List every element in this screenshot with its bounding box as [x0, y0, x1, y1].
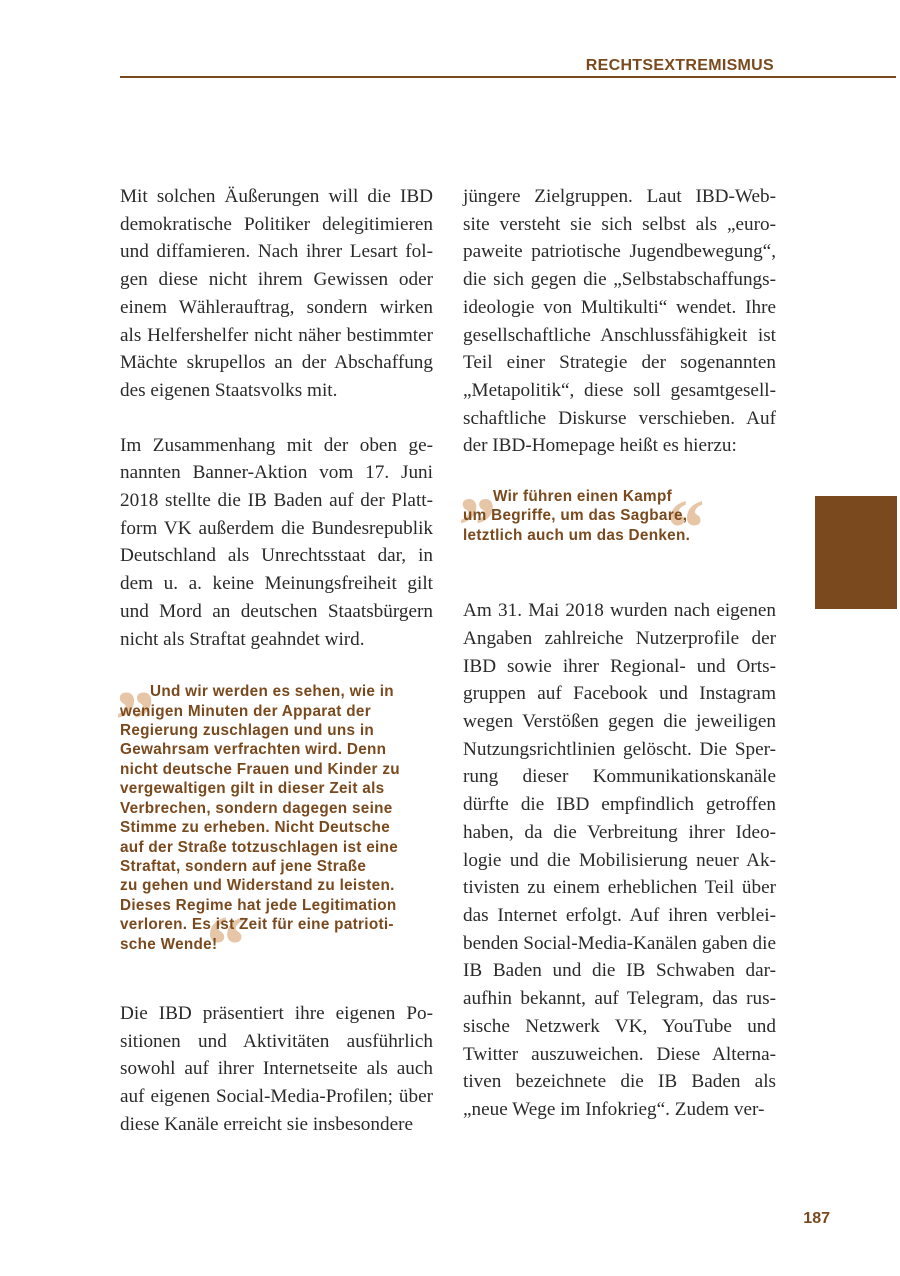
- right-paragraph-2: [463, 597, 776, 1123]
- text-line: sowohl auf ihrer Internetseite als auch: [120, 1058, 433, 1080]
- open-quote-mark: „: [461, 441, 502, 530]
- text-line: des eigenen Staatsvolks mit.: [120, 379, 338, 401]
- text-line: und diffamieren. Nach ihrer Lesart fol-: [120, 241, 433, 263]
- text-line: Stimme zu erheben. Nicht Deutsche: [120, 819, 391, 837]
- text-line: „neue Wege im Infokrieg“. Zudem ver-: [463, 1098, 765, 1120]
- text-line: Dieses Regime hat jede Legitimation: [120, 896, 397, 914]
- text-line: das Internet erfolgt. Auf ihren verblei-: [463, 904, 776, 926]
- text-line: vergewaltigen gilt in dieser Zeit als: [120, 780, 385, 798]
- close-quote-mark: “: [202, 899, 245, 993]
- text-line: Straftat, sondern auf jene Straße: [120, 857, 367, 875]
- text-line: „Metapolitik“, diese soll gesamtgesell-: [463, 379, 776, 401]
- text-line: Mit solchen Äußerungen will die IBD: [120, 186, 433, 207]
- text-line: Angaben zahlreiche Nutzerprofile der: [463, 627, 776, 649]
- text-line: demokratische Politiker delegitimieren: [120, 213, 433, 235]
- right-column: [463, 183, 776, 1124]
- text-line: Deutschland als Unrechtsstaat dar, in: [120, 545, 433, 567]
- close-quote-mark: “: [663, 485, 704, 574]
- header-rule: [120, 76, 896, 78]
- text-line: benden Social-Media-Kanälen gaben die: [463, 932, 776, 954]
- text-line: Regierung zuschlagen und uns in: [120, 722, 375, 740]
- left-paragraph-2: [120, 432, 433, 654]
- text-line: Twitter auszuweichen. Diese Alterna-: [463, 1043, 776, 1065]
- text-line: der IBD-Homepage heißt es hierzu:: [463, 435, 737, 457]
- text-line: gruppen auf Facebook und Instagram: [463, 683, 776, 705]
- text-line: sische Netzwerk VK, YouTube und: [463, 1015, 776, 1037]
- text-line: aufhin bekannt, auf Telegram, das rus-: [463, 988, 776, 1010]
- text-line: Nutzungsrichtlinien gelöscht. Die Sper-: [463, 738, 776, 760]
- text-line: Am 31. Mai 2018 wurden nach eigenen: [463, 600, 776, 622]
- text-line: site versteht sie sich selbst als „euro-: [463, 213, 776, 235]
- text-line: logie und die Mobilisierung neuer Ak-: [463, 849, 776, 871]
- text-line: rung dieser Kommunikationskanäle: [463, 766, 776, 788]
- text-line: sitionen und Aktivitäten ausführlich: [120, 1030, 433, 1052]
- text-line: als Helfershelfer nicht näher bestimmter: [120, 324, 433, 346]
- text-line: ideologie von Multikulti“ wendet. Ihre: [463, 296, 776, 318]
- text-line: paweite patriotische Jugendbewegung“,: [463, 241, 776, 263]
- text-line: schaftliche Diskurse verschieben. Auf: [463, 407, 776, 429]
- text-line: tivisten zu einem erheblichen Teil über: [463, 877, 776, 899]
- text-line: form VK außerdem die Bundesrepublik: [120, 517, 433, 539]
- text-line: Im Zusammenhang mit der oben ge-: [120, 434, 433, 456]
- text-line: die sich gegen die „Selbstabschaffungs-: [463, 269, 776, 291]
- text-line: dürfte die IBD empfindlich getroffen: [463, 794, 776, 816]
- text-line: Wir führen einen Kampf: [493, 488, 672, 506]
- text-line: zu gehen und Widerstand zu leisten.: [120, 877, 395, 895]
- text-line: gesellschaftliche Anschlussfähigkeit ist: [463, 324, 776, 346]
- text-line: sche Wende!: [120, 935, 218, 953]
- text-line: nannten Banner-Aktion vom 17. Juni: [120, 462, 433, 484]
- text-line: jüngere Zielgruppen. Laut IBD-Web-: [463, 186, 776, 207]
- text-line: Die IBD präsentiert ihre eigenen Po-: [120, 1002, 433, 1024]
- text-line: nicht als Straftat geahndet wird.: [120, 628, 365, 650]
- chapter-side-tab: [815, 496, 897, 609]
- open-quote-mark: „: [118, 631, 161, 725]
- text-line: wegen Verstößen gegen die jeweiligen: [463, 711, 776, 733]
- text-line: haben, da die Verbreitung ihrer Ideo-: [463, 821, 776, 843]
- text-line: wenigen Minuten der Apparat der: [120, 702, 371, 720]
- page-number: 187: [803, 1210, 830, 1227]
- text-line: und Mord an deutschen Staatsbürgern: [120, 600, 433, 622]
- text-line: tiven bezeichnete die IB Baden als: [463, 1071, 776, 1093]
- text-line: nicht deutsche Frauen und Kinder zu: [120, 760, 400, 778]
- right-paragraph-1: [463, 183, 776, 460]
- text-line: Teil einer Strategie der sogenannten: [463, 352, 776, 374]
- text-line: IBD sowie ihrer Regional- und Orts-: [463, 655, 776, 677]
- left-paragraph-1: [120, 183, 433, 405]
- text-line: diese Kanäle erreicht sie insbesondere: [120, 1113, 414, 1135]
- running-header-title: RECHTSEXTREMISMUS: [585, 57, 774, 74]
- text-line: IB Baden und die IB Schwaben dar-: [463, 960, 776, 982]
- text-line: Mächte skrupellos an der Abschaffung: [120, 352, 433, 374]
- text-line: einem Wählerauftrag, sondern wirken: [120, 296, 433, 318]
- text-line: Und wir werden es sehen, wie in: [150, 683, 394, 701]
- text-line: auf eigenen Social-Media-Profilen; über: [120, 1086, 433, 1108]
- right-quote-text: [463, 487, 776, 545]
- text-line: um Begriffe, um das Sagbare,: [463, 507, 688, 525]
- left-paragraph-3: [120, 1000, 433, 1139]
- text-line: gen diese nicht ihrem Gewissen oder: [120, 269, 433, 291]
- text-line: Gewahrsam verfrachten wird. Denn: [120, 741, 387, 759]
- left-column: [120, 183, 433, 1138]
- text-line: Verbrechen, sondern dagegen seine: [120, 799, 393, 817]
- text-line: letztlich auch um das Denken.: [463, 526, 691, 544]
- text-line: auf der Straße totzuschlagen ist eine: [120, 838, 399, 856]
- text-line: 2018 stellte die IB Baden auf der Platt-: [120, 490, 433, 512]
- text-line: dem u. a. keine Meinungsfreiheit gilt: [120, 573, 433, 595]
- left-quote-text: [120, 682, 433, 954]
- text-line: verloren. Es ist Zeit für eine patrioti-: [120, 916, 394, 934]
